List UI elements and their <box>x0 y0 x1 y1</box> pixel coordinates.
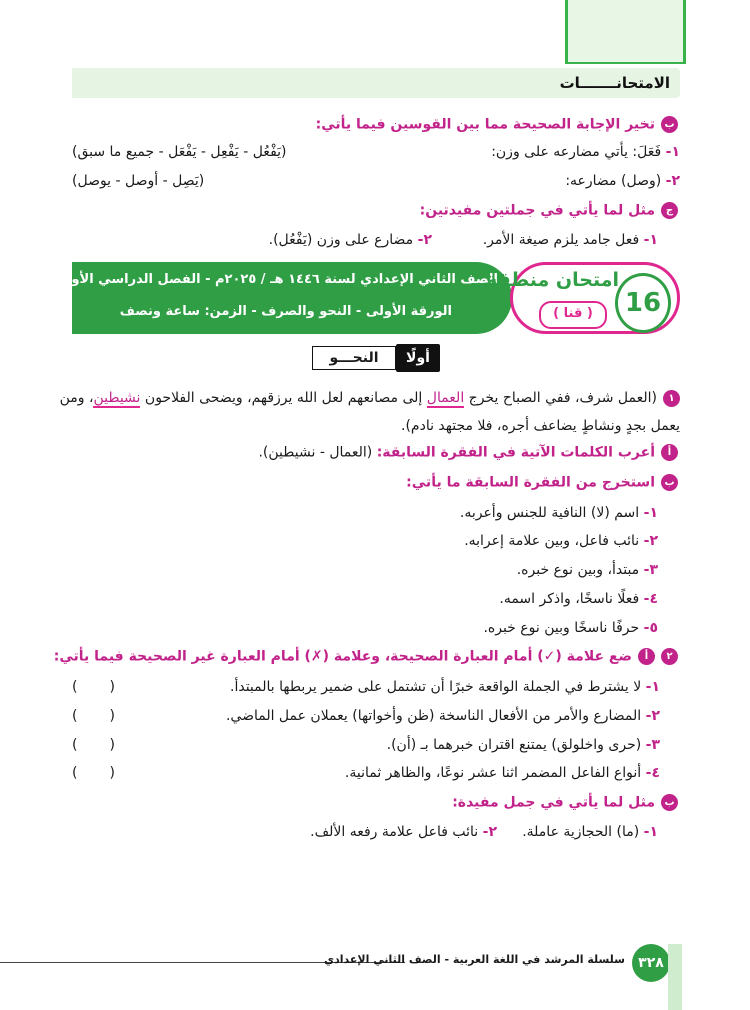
item-number: ٢- <box>645 708 660 724</box>
item-text: لا يشترط في الجملة الواقعة خبرًا أن تشتمل على ضمير يربطها بالمبتدأ. <box>230 679 642 695</box>
item-number: ٢- <box>482 824 497 840</box>
item-number: ٣- <box>643 562 658 578</box>
item-number: ١- <box>645 679 660 695</box>
q1-b-prompt: استخرج من الفقرة السابقة ما يأتي: <box>406 474 655 491</box>
bullet-icon: ١ <box>663 390 680 407</box>
tf-item-3 <box>72 737 680 759</box>
item-number: ١- <box>643 824 658 840</box>
q2-b-prompt: مثل لما يأتي في جمل مفيدة: <box>452 794 655 811</box>
exam-title: امتحان منطقة <box>486 269 619 291</box>
item-text: فَعَلَ: يأتي مضارعه على وزن: <box>491 144 662 160</box>
item-text: نائب فاعل علامة رفعه الألف. <box>310 824 479 840</box>
paren: ) <box>72 679 78 695</box>
item-number: ٣- <box>645 737 660 753</box>
banner-strip <box>60 262 512 334</box>
bullet-icon: ب <box>661 474 678 491</box>
example-prompt: مثل لما يأتي في جملتين مفيدتين: <box>419 202 655 219</box>
list-item <box>517 562 658 578</box>
item-number: ٥- <box>643 620 658 636</box>
item-number: ١- <box>643 232 658 248</box>
item-text: فعل جامد يلزم صيغة الأمر. <box>482 232 640 248</box>
q1-b <box>406 474 678 491</box>
item-number: ٢- <box>417 232 432 248</box>
list-item <box>464 533 658 549</box>
para-text: يعمل بجدٍ ونشاطٍ يضاعف أجره، فلا مجتهد نادم). <box>401 418 680 434</box>
paren: ( <box>109 765 115 781</box>
item-options: (يَصِل - أوصل - يوصل) <box>72 173 205 189</box>
tf-item-1 <box>72 679 680 701</box>
paren: ) <box>72 708 78 724</box>
bullet-icon: ج <box>661 202 678 219</box>
q2-a-prompt: ضع علامة (✓) أمام العبارة الصحيحة، وعلامة (✗) أمام العبارة غير الصحيحة فيما يأتي: <box>53 648 632 665</box>
item-text: (ما) الحجازية عاملة. <box>522 824 640 840</box>
highlighted-word: العمال <box>426 390 465 406</box>
exam-badge <box>486 262 680 334</box>
example-item-2 <box>269 232 432 248</box>
bullet-icon: ب <box>661 794 678 811</box>
item-text: المضارع والأمر من الأفعال الناسخة (ظن وأخواتها) يعملان عمل الماضي. <box>225 708 642 724</box>
q2-b-item-1 <box>522 824 658 840</box>
bullet-icon: أ <box>638 648 655 665</box>
answer-box[interactable] <box>72 679 115 695</box>
q1-a-prompt: أعرب الكلمات الآتية في الفقرة السابقة: <box>376 444 655 461</box>
paren: ) <box>72 737 78 753</box>
exam-region: ( قنا ) <box>539 301 607 329</box>
item-text: (حرى واخلولق) يمتنع اقتران خبرهما بـ (أن). <box>386 737 642 753</box>
answer-box[interactable] <box>72 708 115 724</box>
top-tab <box>565 0 686 64</box>
tf-item-4 <box>72 765 680 787</box>
paren: ( <box>109 679 115 695</box>
footer-bar <box>668 944 682 1010</box>
item-text: اسم (لا) النافية للجنس وأعربه. <box>459 505 640 521</box>
answer-box[interactable] <box>72 765 115 781</box>
q2-b <box>452 794 678 811</box>
banner-line-2: الورقة الأولى - النحو والصرف - الزمن: ساعة ونصف <box>119 304 452 319</box>
item-number: ٤- <box>643 591 658 607</box>
list-item <box>483 620 658 636</box>
page-number: ٣٢٨ <box>632 944 670 982</box>
item-text: (وصل) مضارعه: <box>565 173 662 189</box>
section-heading <box>312 344 440 372</box>
q2-b-item-2 <box>310 824 497 840</box>
section-title: النحـــو <box>312 346 396 370</box>
paren: ( <box>109 708 115 724</box>
item-text: مضارع على وزن (يَفْعُل). <box>268 232 414 248</box>
tf-item-2 <box>72 708 680 730</box>
bullet-icon: ٢ <box>661 648 678 665</box>
item-text: نائب فاعل، وبين علامة إعرابه. <box>464 533 640 549</box>
paren: ( <box>109 737 115 753</box>
para-text: إلى مصانعهم لعل الله يرزقهم، ويضحى الفلاحون <box>144 390 423 406</box>
header-title: الامتحانـــــــات <box>559 74 670 92</box>
choose-question <box>316 116 678 133</box>
item-number: ٢- <box>643 533 658 549</box>
choose-item-2 <box>72 173 680 195</box>
highlighted-word: نشيطين <box>93 390 141 406</box>
item-number: ٢- <box>665 173 680 189</box>
answer-box[interactable] <box>72 737 115 753</box>
item-number: ١- <box>665 144 680 160</box>
item-text: حرفًا ناسخًا وبين نوع خبره. <box>483 620 640 636</box>
q2-a <box>54 648 678 665</box>
page-header <box>72 68 680 98</box>
item-number: ١- <box>643 505 658 521</box>
choose-prompt: تخير الإجابة الصحيحة مما بين القوسين فيما يأتي: <box>315 116 655 133</box>
para-text: ، ومن <box>59 390 94 406</box>
item-text: مبتدأ، وبين نوع خبره. <box>516 562 640 578</box>
list-item <box>460 505 658 521</box>
list-item <box>499 591 658 607</box>
bullet-icon: ب <box>661 116 678 133</box>
paren: ) <box>72 765 78 781</box>
section-number: أولًا <box>396 344 440 372</box>
item-number: ٤- <box>645 765 660 781</box>
item-text: أنواع الفاعل المضمر اثنا عشر نوعًا، والظاهر ثمانية. <box>344 765 642 781</box>
item-options: (يَفْعُل - يَفْعِل - يَفْعَل - جميع ما سبق) <box>72 144 287 160</box>
banner-line-1: الصف الثاني الإعدادي لسنة ١٤٤٦ هـ / ٢٠٢٥م - الفصل الدراسي الأول <box>60 272 498 287</box>
q1-a <box>258 444 678 461</box>
item-text: فعلًا ناسخًا، واذكر اسمه. <box>499 591 640 607</box>
example-question <box>420 202 678 219</box>
choose-item-1 <box>72 144 680 166</box>
exam-banner <box>60 262 680 334</box>
para-text: (العمل شرف، ففي الصباح يخرج <box>468 390 657 406</box>
footer-text: سلسلة المرشد في اللغة العربية - الصف الثاني الإعدادي <box>324 953 625 966</box>
bullet-icon: أ <box>661 444 678 461</box>
example-item-1 <box>483 232 658 248</box>
q1-paragraph <box>59 384 680 440</box>
q1-a-words: (العمال - نشيطين). <box>258 444 373 461</box>
exam-number: 16 <box>615 273 671 333</box>
